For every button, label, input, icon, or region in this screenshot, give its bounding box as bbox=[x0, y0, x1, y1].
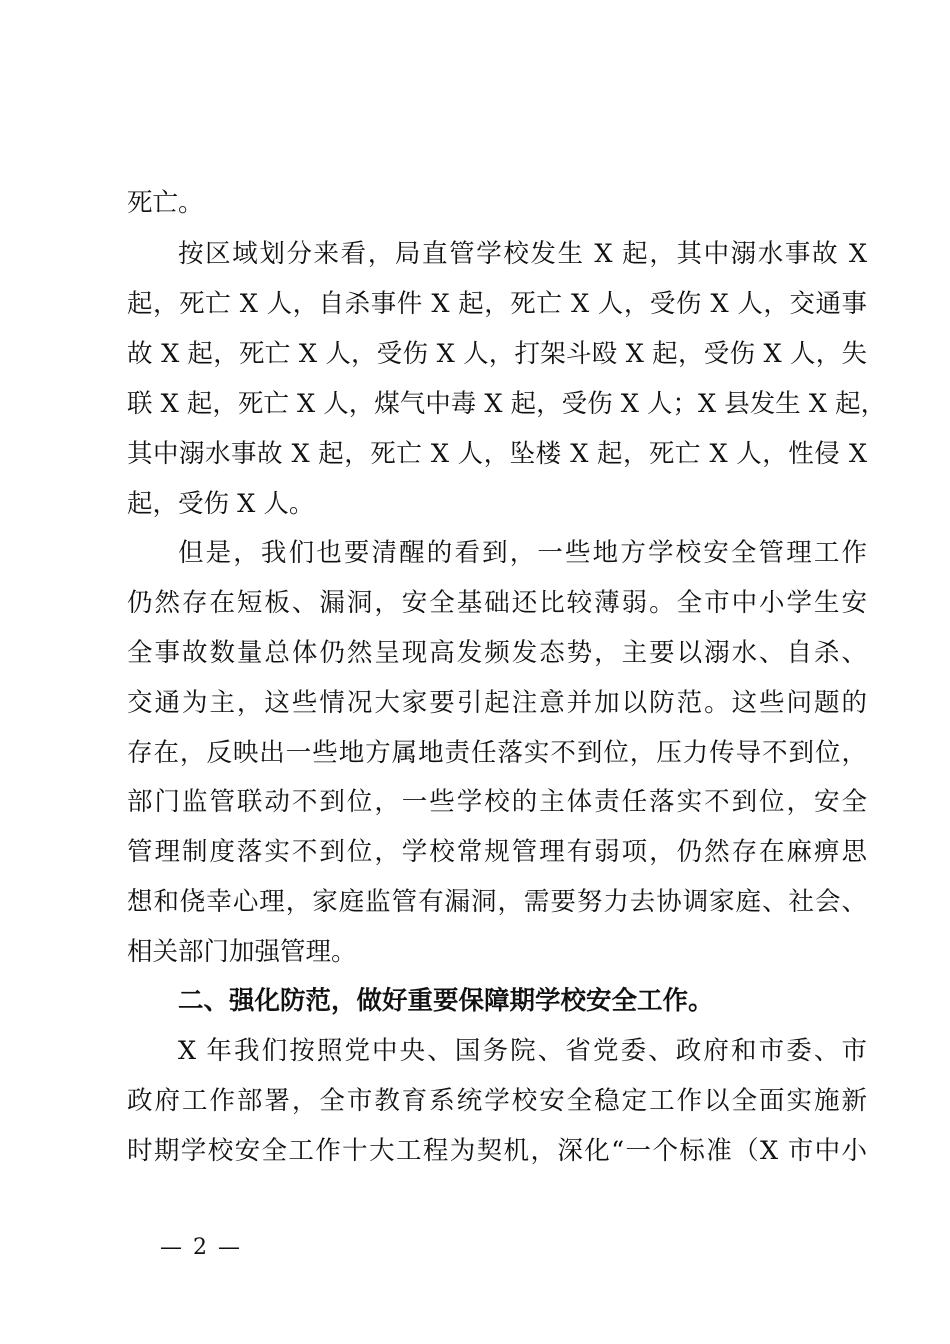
text-line: 想和侥幸心理，家庭监管有漏洞，需要努力去协调家庭、社会、 bbox=[127, 887, 867, 917]
text-line: 政府工作部署，全市教育系统学校安全稳定工作以全面实施新 bbox=[127, 1086, 867, 1116]
text-line: X 年我们按照党中央、国务院、省党委、政府和市委、市 bbox=[178, 1036, 867, 1066]
text-line: 其中溺水事故 X 起，死亡 X 人，坠楼 X 起，死亡 X 人，性侵 X bbox=[127, 439, 867, 469]
text-line: 起，受伤 X 人。 bbox=[127, 489, 315, 519]
page-number: — 2 — bbox=[160, 1235, 242, 1260]
text-line: 仍然存在短板、漏洞，安全基础还比较薄弱。全市中小学生安 bbox=[127, 588, 867, 618]
text-line: 故 X 起，死亡 X 人，受伤 X 人，打架斗殴 X 起，受伤 X 人，失 bbox=[127, 339, 867, 369]
text-line: 时期学校安全工作十大工程为契机，深化“一个标准（X 市中小 bbox=[127, 1136, 867, 1166]
text-line: 管理制度落实不到位，学校常规管理有弱项，仍然存在麻痹思 bbox=[127, 837, 867, 867]
text-line: 起，死亡 X 人，自杀事件 X 起，死亡 X 人，受伤 X 人，交通事 bbox=[127, 289, 867, 319]
section-heading: 二、强化防范，做好重要保障期学校安全工作。 bbox=[178, 986, 714, 1016]
text-line: 部门监管联动不到位，一些学校的主体责任落实不到位，安全 bbox=[127, 787, 867, 817]
text-line: 相关部门加强管理。 bbox=[127, 937, 357, 967]
text-line: 按区域划分来看，局直管学校发生 X 起，其中溺水事故 X bbox=[178, 239, 867, 269]
text-line: 交通为主，这些情况大家要引起注意并加以防范。这些问题的 bbox=[127, 688, 867, 718]
text-line: 存在，反映出一些地方属地责任落实不到位，压力传导不到位， bbox=[127, 738, 867, 768]
text-line: 死亡。 bbox=[127, 188, 204, 218]
text-line: 但是，我们也要清醒的看到，一些地方学校安全管理工作 bbox=[178, 538, 867, 568]
text-line: 联 X 起，死亡 X 人，煤气中毒 X 起，受伤 X 人；X 县发生 X 起， bbox=[127, 389, 887, 419]
text-line: 全事故数量总体仍然呈现高发频发态势，主要以溺水、自杀、 bbox=[127, 638, 867, 668]
